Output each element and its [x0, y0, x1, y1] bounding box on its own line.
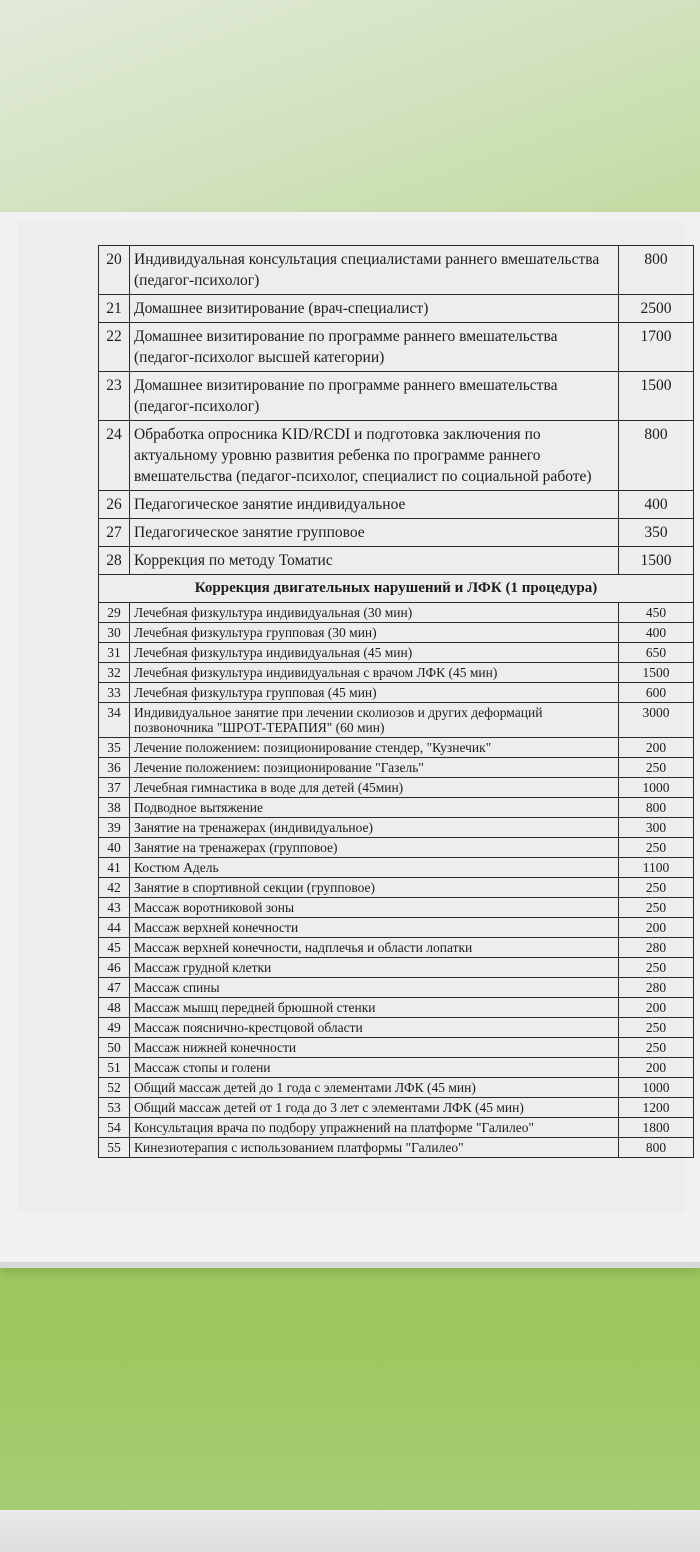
service-price: 250 — [619, 758, 694, 778]
service-price: 800 — [619, 798, 694, 818]
service-name: Лечебная гимнастика в воде для детей (45мин) — [130, 778, 619, 798]
row-number: 32 — [99, 663, 130, 683]
price-table — [98, 245, 694, 1158]
service-name: Подводное вытяжение — [130, 798, 619, 818]
row-number: 28 — [99, 547, 130, 575]
service-price: 200 — [619, 998, 694, 1018]
service-name: Массаж стопы и голени — [130, 1058, 619, 1078]
service-price: 300 — [619, 818, 694, 838]
service-name: Педагогическое занятие индивидуальное — [130, 491, 619, 519]
table-row — [99, 1118, 694, 1138]
row-number: 30 — [99, 623, 130, 643]
table-row — [99, 798, 694, 818]
service-name: Лечебная физкультура индивидуальная (45 мин) — [130, 643, 619, 663]
table-row — [99, 623, 694, 643]
table-row — [99, 246, 694, 295]
row-number: 44 — [99, 918, 130, 938]
service-price: 1500 — [619, 663, 694, 683]
row-number: 38 — [99, 798, 130, 818]
table-row — [99, 1098, 694, 1118]
table-row — [99, 818, 694, 838]
service-price: 280 — [619, 938, 694, 958]
service-price: 1500 — [619, 547, 694, 575]
row-number: 24 — [99, 421, 130, 491]
service-name: Массаж верхней конечности, надплечья и области лопатки — [130, 938, 619, 958]
table-row — [99, 858, 694, 878]
service-price: 400 — [619, 491, 694, 519]
row-number: 47 — [99, 978, 130, 998]
service-price: 800 — [619, 246, 694, 295]
table-row — [99, 838, 694, 858]
row-number: 29 — [99, 603, 130, 623]
row-number: 50 — [99, 1038, 130, 1058]
service-price: 250 — [619, 878, 694, 898]
service-price: 200 — [619, 738, 694, 758]
service-name: Лечение положением: позиционирование "Газель" — [130, 758, 619, 778]
service-price: 650 — [619, 643, 694, 663]
service-price: 3000 — [619, 703, 694, 738]
table-row — [99, 372, 694, 421]
service-price: 250 — [619, 1038, 694, 1058]
service-name: Индивидуальная консультация специалистами раннего вмешательства (педагог-психолог) — [130, 246, 619, 295]
service-name: Домашнее визитирование (врач-специалист) — [130, 295, 619, 323]
table-row — [99, 421, 694, 491]
row-number: 27 — [99, 519, 130, 547]
service-price: 1500 — [619, 372, 694, 421]
table-row — [99, 643, 694, 663]
table-row — [99, 323, 694, 372]
service-name: Педагогическое занятие групповое — [130, 519, 619, 547]
service-price: 800 — [619, 421, 694, 491]
service-price: 200 — [619, 918, 694, 938]
section-title: Коррекция двигательных нарушений и ЛФК (1 процедура) — [99, 575, 694, 603]
table-row — [99, 958, 694, 978]
row-number: 39 — [99, 818, 130, 838]
section-header-row — [99, 575, 694, 603]
service-name: Индивидуальное занятие при лечении сколиозов и других деформаций позвоночника "ШРОТ-ТЕРАПИЯ" (60 мин) — [130, 703, 619, 738]
service-name: Общий массаж детей до 1 года с элементами ЛФК (45 мин) — [130, 1078, 619, 1098]
service-name: Массаж грудной клетки — [130, 958, 619, 978]
service-name: Домашнее визитирование по программе раннего вмешательства (педагог-психолог высшей категории) — [130, 323, 619, 372]
table-row — [99, 878, 694, 898]
row-number: 51 — [99, 1058, 130, 1078]
row-number: 21 — [99, 295, 130, 323]
row-number: 34 — [99, 703, 130, 738]
price-list-sheet — [18, 222, 684, 1212]
service-name: Лечебная физкультура групповая (45 мин) — [130, 683, 619, 703]
table-row — [99, 978, 694, 998]
service-price: 400 — [619, 623, 694, 643]
bottom-frame-edge — [0, 1510, 700, 1552]
wall-background — [0, 0, 700, 220]
service-price: 250 — [619, 1018, 694, 1038]
service-name: Домашнее визитирование по программе раннего вмешательства (педагог-психолог) — [130, 372, 619, 421]
row-number: 43 — [99, 898, 130, 918]
row-number: 22 — [99, 323, 130, 372]
service-price: 200 — [619, 1058, 694, 1078]
service-price: 250 — [619, 898, 694, 918]
service-name: Занятие в спортивной секции (групповое) — [130, 878, 619, 898]
service-name: Массаж пояснично-крестцовой области — [130, 1018, 619, 1038]
row-number: 40 — [99, 838, 130, 858]
table-row — [99, 519, 694, 547]
service-price: 250 — [619, 838, 694, 858]
service-name: Обработка опросника KID/RCDI и подготовка заключения по актуальному уровню развития ребенка по программе раннего вмешательства (педагог-психолог, специалист по социальной работе) — [130, 421, 619, 491]
document-frame — [0, 212, 700, 1268]
table-row — [99, 918, 694, 938]
table-row — [99, 778, 694, 798]
table-row — [99, 683, 694, 703]
service-name: Занятие на тренажерах (групповое) — [130, 838, 619, 858]
row-number: 36 — [99, 758, 130, 778]
service-price: 350 — [619, 519, 694, 547]
row-number: 35 — [99, 738, 130, 758]
table-row — [99, 738, 694, 758]
row-number: 48 — [99, 998, 130, 1018]
service-price: 1000 — [619, 778, 694, 798]
table-row — [99, 1138, 694, 1158]
service-price: 1800 — [619, 1118, 694, 1138]
service-price: 450 — [619, 603, 694, 623]
table-row — [99, 603, 694, 623]
table-row — [99, 703, 694, 738]
service-name: Массаж мышц передней брюшной стенки — [130, 998, 619, 1018]
service-name: Консультация врача по подбору упражнений на платформе "Галилео" — [130, 1118, 619, 1138]
service-name: Лечебная физкультура индивидуальная с врачом ЛФК (45 мин) — [130, 663, 619, 683]
row-number: 45 — [99, 938, 130, 958]
service-name: Общий массаж детей от 1 года до 3 лет с элементами ЛФК (45 мин) — [130, 1098, 619, 1118]
service-name: Лечебная физкультура индивидуальная (30 мин) — [130, 603, 619, 623]
table-row — [99, 1018, 694, 1038]
service-name: Массаж спины — [130, 978, 619, 998]
row-number: 53 — [99, 1098, 130, 1118]
row-number: 42 — [99, 878, 130, 898]
row-number: 33 — [99, 683, 130, 703]
service-name: Кинезиотерапия с использованием платформы "Галилео" — [130, 1138, 619, 1158]
table-row — [99, 898, 694, 918]
row-number: 46 — [99, 958, 130, 978]
service-price: 600 — [619, 683, 694, 703]
table-row — [99, 938, 694, 958]
table-row — [99, 663, 694, 683]
service-name: Лечение положением: позиционирование стендер, "Кузнечик" — [130, 738, 619, 758]
service-price: 1700 — [619, 323, 694, 372]
row-number: 54 — [99, 1118, 130, 1138]
service-price: 250 — [619, 958, 694, 978]
table-row — [99, 998, 694, 1018]
service-price: 1200 — [619, 1098, 694, 1118]
row-number: 26 — [99, 491, 130, 519]
service-name: Массаж нижней конечности — [130, 1038, 619, 1058]
service-name: Массаж верхней конечности — [130, 918, 619, 938]
row-number: 20 — [99, 246, 130, 295]
table-row — [99, 295, 694, 323]
service-name: Занятие на тренажерах (индивидуальное) — [130, 818, 619, 838]
table-row — [99, 1038, 694, 1058]
table-row — [99, 758, 694, 778]
service-name: Костюм Адель — [130, 858, 619, 878]
row-number: 52 — [99, 1078, 130, 1098]
service-name: Лечебная физкультура групповая (30 мин) — [130, 623, 619, 643]
service-price: 280 — [619, 978, 694, 998]
row-number: 37 — [99, 778, 130, 798]
table-row — [99, 547, 694, 575]
table-row — [99, 1058, 694, 1078]
service-price: 800 — [619, 1138, 694, 1158]
row-number: 49 — [99, 1018, 130, 1038]
service-price: 2500 — [619, 295, 694, 323]
service-name: Коррекция по методу Томатис — [130, 547, 619, 575]
row-number: 55 — [99, 1138, 130, 1158]
service-price: 1000 — [619, 1078, 694, 1098]
row-number: 41 — [99, 858, 130, 878]
service-name: Массаж воротниковой зоны — [130, 898, 619, 918]
table-row — [99, 491, 694, 519]
service-price: 1100 — [619, 858, 694, 878]
row-number: 23 — [99, 372, 130, 421]
row-number: 31 — [99, 643, 130, 663]
table-row — [99, 1078, 694, 1098]
